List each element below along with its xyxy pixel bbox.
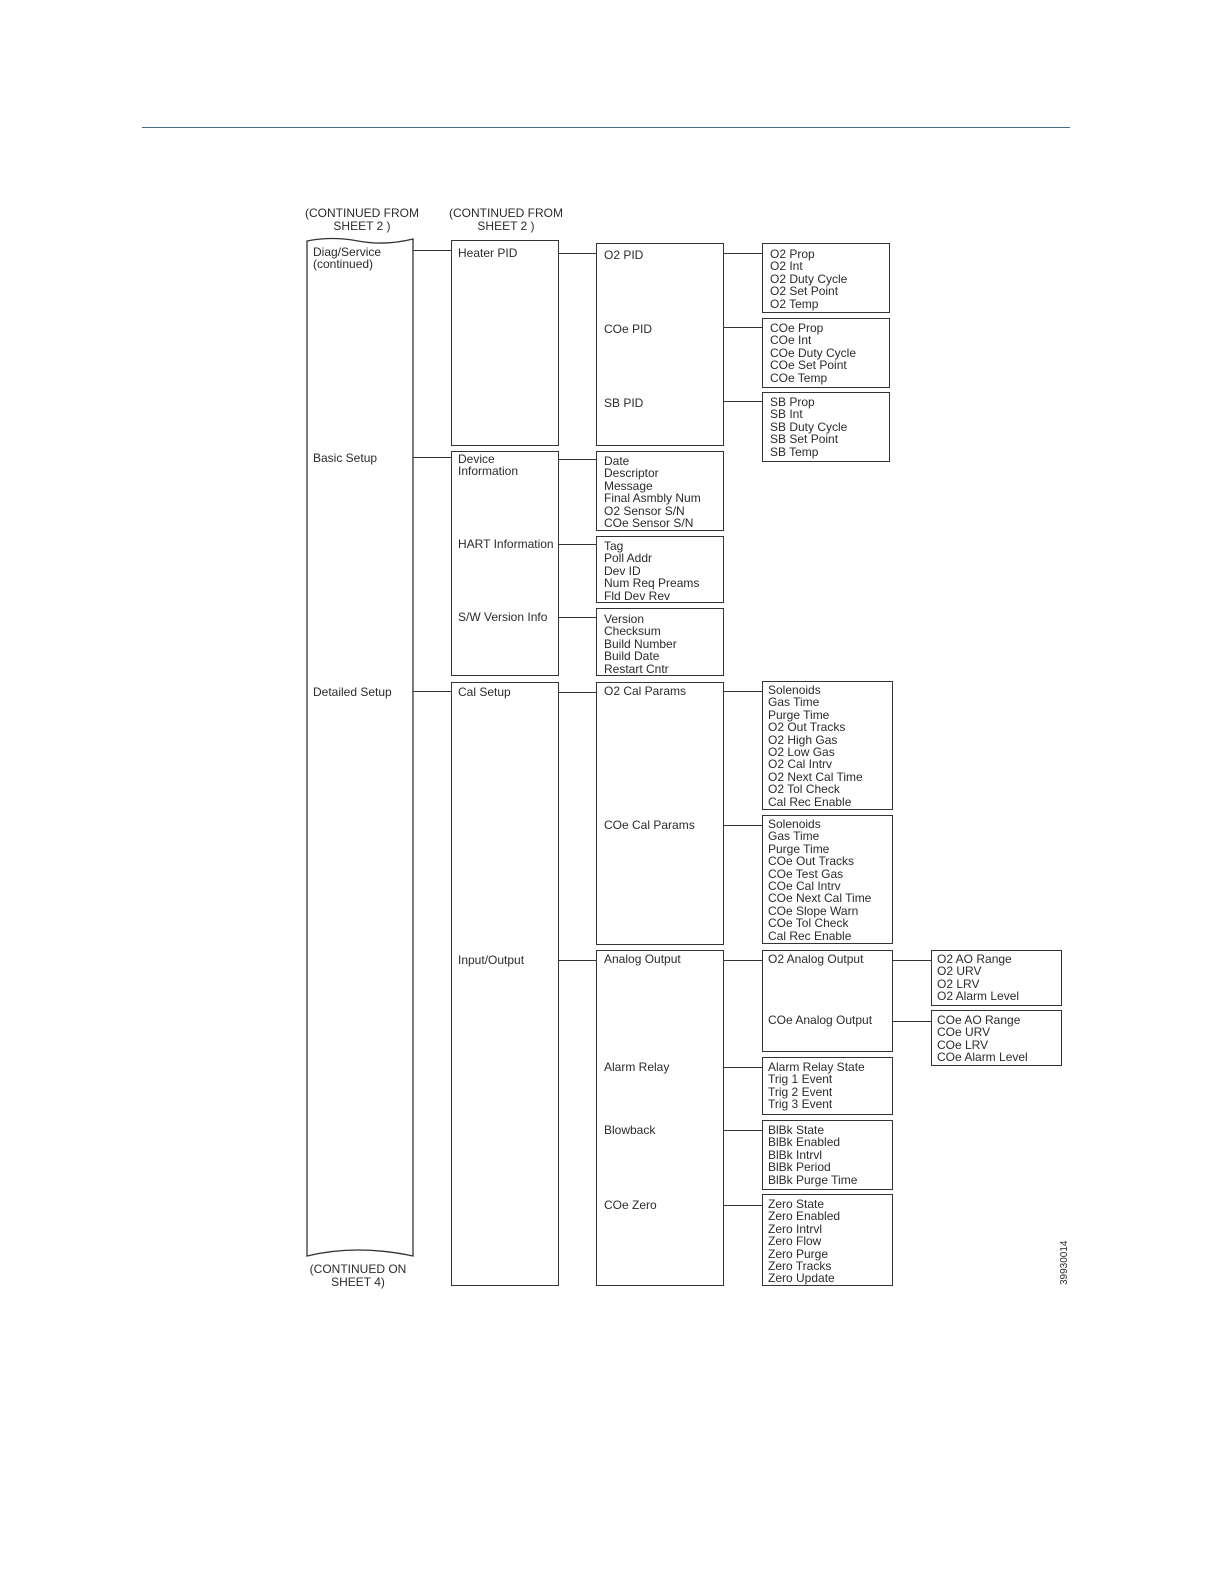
coe-pid-items: COe Prop COe Int COe Duty Cycle COe Set Point COe Temp (770, 321, 857, 385)
connector (724, 401, 763, 402)
coe-zero-label: COe Zero (604, 1198, 657, 1212)
basic-setup-label: Basic Setup (313, 451, 378, 465)
detailed-setup-box (451, 682, 559, 1286)
sw-items: Version Checksum Build Number Build Date Restart Cntr (604, 612, 677, 676)
connector (559, 617, 597, 618)
hart-items: Tag Poll Addr Dev ID Num Req Preams Fld Dev Rev (604, 539, 700, 603)
o2-cal-items: Solenoids Gas Time Purge Time O2 Out Tracks O2 High Gas O2 Low Gas O2 Cal Intrv O2 Next Cal Time O2 Tol Check Cal Rec Enable (768, 683, 863, 809)
sw-version-info-label: S/W Version Info (458, 610, 548, 624)
connector (559, 544, 597, 545)
heater-pid-sub-box (596, 243, 724, 446)
cal-setup-sub-box (596, 682, 724, 945)
continued-on-note: (CONTINUED ON SHEET 4) (309, 1262, 407, 1289)
coe-analog-output-label: COe Analog Output (768, 1013, 873, 1027)
connector (413, 457, 452, 458)
o2-cal-params-label: O2 Cal Params (604, 684, 687, 698)
cal-setup-label: Cal Setup (458, 685, 511, 699)
connector (724, 1205, 763, 1206)
coe-pid-label: COe PID (604, 322, 653, 336)
blowback-label: Blowback (604, 1123, 656, 1137)
o2-ao-items: O2 AO Range O2 URV O2 LRV O2 Alarm Level (937, 952, 1020, 1004)
connector (559, 960, 597, 961)
diag-service-label: Diag/Service (continued) (313, 245, 382, 272)
connector (724, 1130, 763, 1131)
coe-cal-items: Solenoids Gas Time Purge Time COe Out Tracks COe Test Gas COe Cal Intrv COe Next Cal Time COe Slope Warn COe Tol Check Cal Rec Enable (768, 817, 872, 943)
connector (724, 825, 763, 826)
connector (724, 960, 763, 961)
continued-from-note-1: (CONTINUED FROM SHEET 2 ) (305, 206, 419, 233)
figure-id: 39930014 (1059, 1240, 1070, 1285)
coe-zero-items: Zero State Zero Enabled Zero Intrvl Zero Flow Zero Purge Zero Tracks Zero Update (768, 1197, 841, 1286)
connector (724, 253, 763, 254)
continued-from-note-2: (CONTINUED FROM SHEET 2 ) (449, 206, 563, 233)
heater-pid-label: Heater PID (458, 246, 518, 260)
input-output-label: Input/Output (458, 953, 525, 967)
sb-pid-label: SB PID (604, 396, 644, 410)
device-information-label: Device Information (458, 452, 519, 479)
analog-output-label: Analog Output (604, 952, 681, 966)
detailed-setup-label: Detailed Setup (313, 685, 392, 699)
connector (413, 250, 452, 251)
device-info-items: Date Descriptor Message Final Asmbly Num O2 Sensor S/N COe Sensor S/N (604, 454, 701, 531)
connector (559, 253, 597, 254)
input-output-sub-box (596, 950, 724, 1286)
heater-pid-box (451, 240, 559, 446)
basic-setup-box (451, 451, 559, 676)
coe-cal-params-label: COe Cal Params (604, 818, 695, 832)
hart-information-label: HART Information (458, 537, 554, 551)
connector (559, 692, 597, 693)
connector (724, 327, 763, 328)
o2-analog-output-label: O2 Analog Output (768, 952, 864, 966)
connector (893, 1021, 932, 1022)
connector (724, 1067, 763, 1068)
coe-ao-items: COe AO Range COe URV COe LRV COe Alarm Level (937, 1013, 1028, 1065)
alarm-relay-items: Alarm Relay State Trig 1 Event Trig 2 Event Trig 3 Event (768, 1060, 865, 1112)
sb-pid-items: SB Prop SB Int SB Duty Cycle SB Set Point SB Temp (770, 395, 848, 459)
connector (413, 691, 452, 692)
alarm-relay-label: Alarm Relay (604, 1060, 670, 1074)
o2-pid-items: O2 Prop O2 Int O2 Duty Cycle O2 Set Point O2 Temp (770, 247, 848, 311)
connector (559, 459, 597, 460)
o2-pid-label: O2 PID (604, 248, 644, 262)
connector (724, 691, 763, 692)
connector (893, 960, 932, 961)
blowback-items: BlBk State BlBk Enabled BlBk Intrvl BlBk Period BlBk Purge Time (768, 1123, 858, 1187)
